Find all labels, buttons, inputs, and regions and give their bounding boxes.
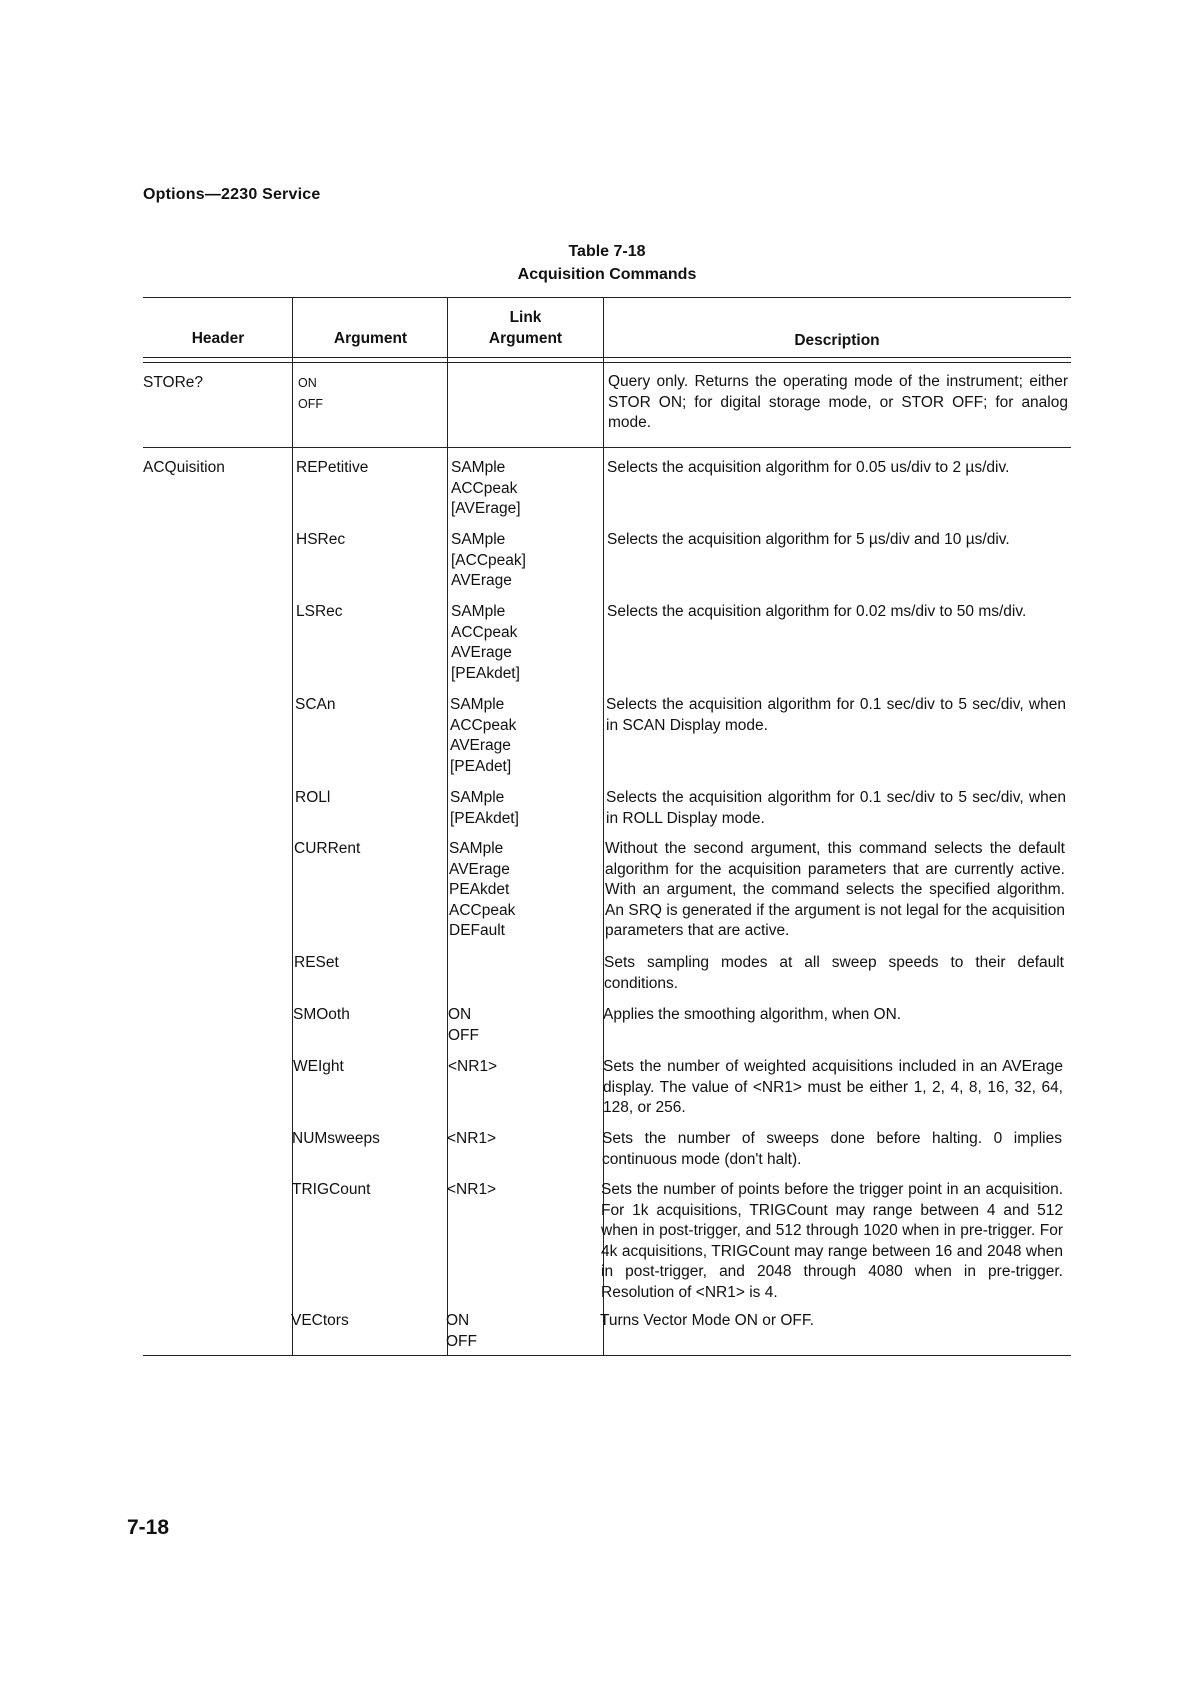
description-numsweeps: Sets the number of sweeps done before halting. 0 implies continuous mode (don't halt).	[602, 1130, 1062, 1168]
table-caption	[0, 240, 1190, 286]
description-repetitive: Selects the acquisition algorithm for 0.05 us/div to 2 µs/div.	[607, 459, 1010, 476]
link-argument-trigcount: <NR1>	[447, 1181, 497, 1198]
column-header-description: Description	[794, 332, 880, 349]
table-bottom-rule	[143, 1355, 1071, 1356]
link-argument-roll: SAMple [PEAkdet]	[450, 789, 519, 827]
store-description: Query only. Returns the operating mode of the instrument; either STOR ON; for digital storage mode, or STOR OFF; for analog mode.	[608, 373, 1068, 431]
column-header-link-argument: Link Argument	[488, 309, 563, 347]
running-head: Options—2230 Service	[143, 186, 321, 203]
argument-lsrec: LSRec	[296, 603, 343, 620]
argument-vectors: VECtors	[291, 1312, 349, 1329]
column-header-header: Header	[191, 330, 245, 347]
link-argument-numsweeps: <NR1>	[447, 1130, 497, 1147]
argument-trigcount: TRIGCount	[292, 1181, 371, 1198]
argument-roll: ROLl	[295, 789, 331, 806]
argument-weight: WEIght	[293, 1058, 344, 1075]
table-title: Acquisition Commands	[517, 266, 697, 283]
argument-current: CURRent	[294, 840, 361, 857]
link-argument-repetitive: SAMple ACCpeak [AVErage]	[451, 459, 521, 517]
link-argument-vectors: ON OFF	[446, 1312, 477, 1350]
link-argument-scan: SAMple ACCpeak AVErage [PEAdet]	[450, 696, 517, 775]
description-vectors: Turns Vector Mode ON or OFF.	[600, 1312, 814, 1329]
description-current: Without the second argument, this command selects the default algorithm for the acquisition parameters that are currently active. With an argument, the command selects the specified algorithm. An SRQ is generated if the argument is not legal for the acquisition parameters that are active.	[605, 840, 1065, 939]
description-reset: Sets sampling modes at all sweep speeds to their default conditions.	[604, 954, 1064, 992]
description-trigcount: Sets the number of points before the trigger point in an acquisition. For 1k acquisitions, TRIGCount may range between 4 and 512 when in post-trigger, and 512 through 1020 when in pre-trigger. For 4k acquisitions, TRIGCount may range between 16 and 2048 when in post-trigger, and 2048 through 4080 when in pre-trigger. Resolution of <NR1> is 4.	[601, 1181, 1063, 1301]
table-number: Table 7-18	[568, 243, 646, 260]
link-argument-weight: <NR1>	[448, 1058, 498, 1075]
description-smooth: Applies the smoothing algorithm, when ON.	[603, 1006, 902, 1023]
argument-hsrec: HSRec	[296, 531, 346, 548]
link-argument-hsrec: SAMple [ACCpeak] AVErage	[451, 531, 526, 589]
description-weight: Sets the number of weighted acquisitions included in an AVErage display. The value of <NR1> must be either 1, 2, 4, 8, 16, 32, 64, 128, or 256.	[603, 1058, 1063, 1116]
link-argument-smooth: ON OFF	[448, 1006, 479, 1044]
store-row-rule	[143, 447, 1071, 448]
link-argument-current: SAMple AVErage PEAkdet ACCpeak DEFault	[449, 840, 516, 939]
table-top-rule	[143, 297, 1071, 298]
acquisition-header: ACQuisition	[143, 459, 225, 476]
store-header: STORe?	[143, 374, 204, 391]
description-scan: Selects the acquisition algorithm for 0.1 sec/div to 5 sec/div, when in SCAN Display mode.	[606, 696, 1066, 734]
argument-reset: RESet	[294, 954, 339, 971]
argument-repetitive: REPetitive	[296, 459, 369, 476]
header-rule-lower	[143, 362, 1071, 363]
link-argument-lsrec: SAMple ACCpeak AVErage [PEAkdet]	[451, 603, 520, 682]
argument-numsweeps: NUMsweeps	[292, 1130, 380, 1147]
acquisition-commands-table	[143, 297, 1071, 1357]
description-roll: Selects the acquisition algorithm for 0.1 sec/div to 5 sec/div, when in ROLL Display mode.	[606, 789, 1066, 827]
description-lsrec: Selects the acquisition algorithm for 0.02 ms/div to 50 ms/div.	[607, 603, 1027, 620]
argument-scan: SCAn	[295, 696, 336, 713]
column-header-argument: Argument	[333, 330, 408, 347]
store-argument: ON OFF	[298, 376, 323, 411]
argument-smooth: SMOoth	[293, 1006, 350, 1023]
description-hsrec: Selects the acquisition algorithm for 5 µs/div and 10 µs/div.	[607, 531, 1010, 548]
page-number: 7-18	[127, 1516, 170, 1539]
header-rule-upper	[143, 357, 1071, 358]
